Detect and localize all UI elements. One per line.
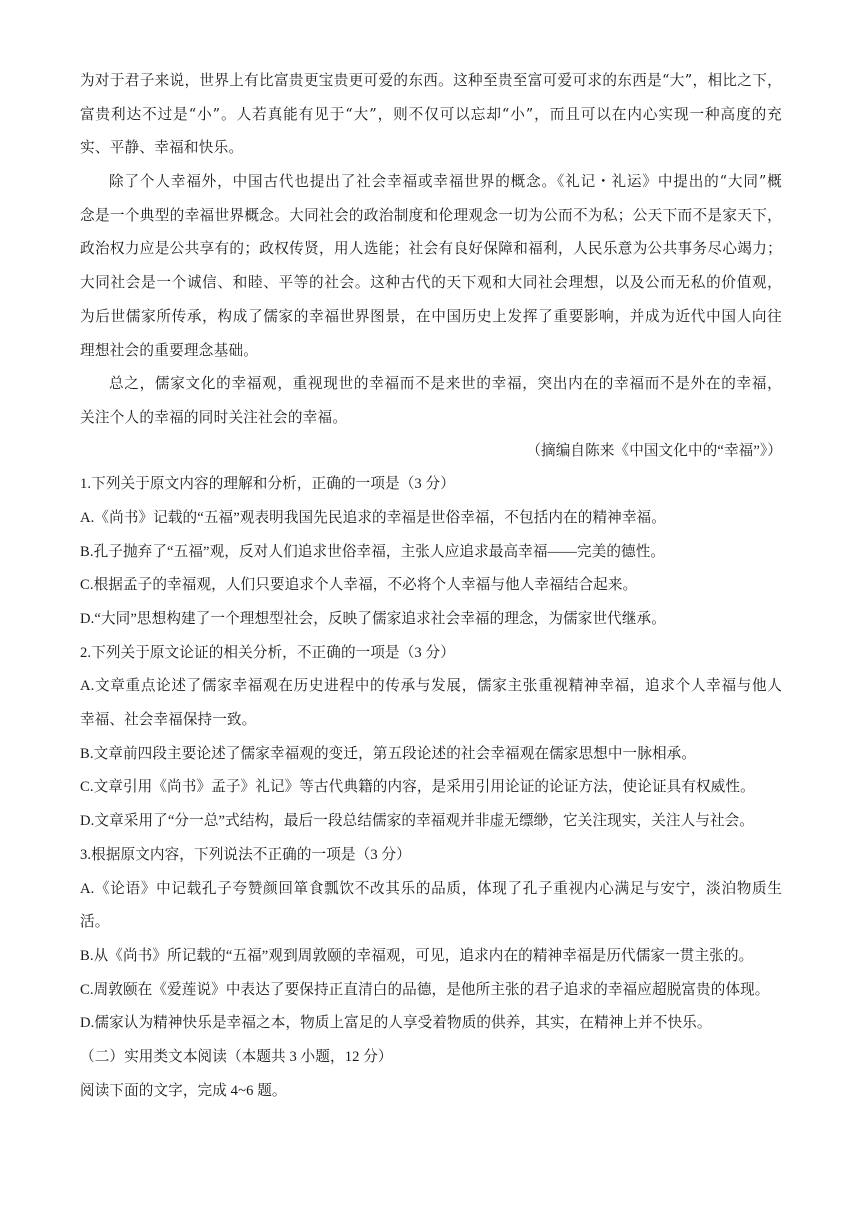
option-d: D.“大同”思想构建了一个理想型社会，反映了儒家追求社会幸福的理念，为儒家世代继承。 bbox=[80, 611, 666, 627]
document-page bbox=[80, 64, 782, 1108]
option-b: B.孔子抛弃了“五福”观，反对人们追求世俗幸福，主张人应追求最高幸福——完美的德性。 bbox=[80, 543, 666, 560]
section-instruction: 阅读下面的文字，完成 4~6 题。 bbox=[80, 1082, 287, 1099]
option-b: B.从《尚书》所记载的“五福”观到周敦颐的幸福观，可见，追求内在的精神幸福是历代儒家一贯主张的。 bbox=[80, 947, 754, 964]
text-line: 为后世儒家所传承，构成了儒家的幸福世界图景，在中国历史上发挥了重要影响，并成为近代中国人向往 bbox=[80, 307, 782, 325]
option-a-continued: 幸福、社会幸福保持一致。 bbox=[80, 712, 257, 729]
option-d: D.文章采用了“分一总”式结构，最后一段总结儒家的幸福观并非虚无缥缈，它关注现实，关注人与社会。 bbox=[80, 813, 755, 830]
text-line: 理想社会的重要理念基础。 bbox=[80, 341, 259, 359]
text-line: 政治权力应是公共享有的；政权传贤，用人选能；社会有良好保障和福利，人民乐意为公共事务尽心竭力； bbox=[80, 240, 782, 258]
option-a: A.《尚书》记载的“五福”观表明我国先民追求的幸福是世俗幸福，不包括内在的精神幸福。 bbox=[80, 509, 666, 526]
text-line: 大同社会是一个诚信、和睦、平等的社会。这种古代的天下观和大同社会理想，以及公而无私的价值观， bbox=[80, 274, 782, 292]
question-2 bbox=[80, 637, 782, 839]
text-line: 为对于君子来说，世界上有比富贵更宝贵更可爱的东西。这种至贵至富可爱可求的东西是“大”，相比之下， bbox=[80, 72, 782, 89]
question-1 bbox=[80, 468, 782, 636]
option-a: A.文章重点论述了儒家幸福观在历史进程中的传承与发展，儒家主张重视精神幸福，追求个人幸福与他人 bbox=[80, 678, 782, 695]
option-b: B.文章前四段主要论述了儒家幸福观的变迁，第五段论述的社会幸福观在儒家思想中一脉相承。 bbox=[80, 745, 697, 762]
option-a-continued: 活。 bbox=[80, 914, 110, 931]
section-heading: （二）实用类文本阅读（本题共 3 小题，12 分） bbox=[80, 1048, 393, 1065]
option-a: A.《论语》中记载孔子夸赞颜回箪食瓢饮不改其乐的品质，体现了孔子重视内心满足与安宁，淡泊物质生 bbox=[80, 880, 782, 897]
option-d: D.儒家认为精神快乐是幸福之本，物质上富足的人享受着物质的供养，其实，在精神上并不快乐。 bbox=[80, 1015, 712, 1032]
text-line: 除了个人幸福外，中国古代也提出了社会幸福或幸福世界的概念。《礼记・礼运》中提出的“大同”概 bbox=[109, 173, 782, 191]
text-line: 实、平静、幸福和快乐。 bbox=[80, 139, 244, 157]
passage-paragraph-3 bbox=[80, 367, 782, 434]
text-line: 富贵利达不过是“小”。人若真能有见于“大”，则不仅可以忘却“小”，而且可以在内心实现一种高度的充 bbox=[80, 105, 782, 123]
option-c: C.根据孟子的幸福观，人们只要追求个人幸福，不必将个人幸福与他人幸福结合起来。 bbox=[80, 577, 638, 594]
question-stem: 1.下列关于原文内容的理解和分析，正确的一项是（3 分） bbox=[80, 476, 455, 493]
question-3 bbox=[80, 839, 782, 1041]
section-2 bbox=[80, 1041, 782, 1108]
question-stem: 3.根据原文内容，下列说法不正确的一项是（3 分） bbox=[80, 846, 411, 863]
option-c: C.文章引用《尚书》孟子》礼记》等古代典籍的内容，是采用引用论证的论证方法，使论证具有权威性。 bbox=[80, 779, 755, 796]
text-line: 念是一个典型的幸福世界概念。大同社会的政治制度和伦理观念一切为公而不为私；公天下而不是家天下， bbox=[80, 206, 782, 224]
text-line: 关注个人的幸福的同时关注社会的幸福。 bbox=[80, 408, 348, 426]
passage-paragraph-2 bbox=[80, 165, 782, 367]
question-stem: 2.下列关于原文论证的相关分析，不正确的一项是（3 分） bbox=[80, 644, 455, 661]
passage-source: （摘编自陈来《中国文化中的“幸福”》） bbox=[526, 442, 782, 459]
passage-paragraph-1 bbox=[80, 64, 782, 165]
option-c: C.周敦颐在《爱莲说》中表达了要保持正直清白的品德，是他所主张的君子追求的幸福应超脱富贵的体现。 bbox=[80, 981, 770, 998]
text-line: 总之，儒家文化的幸福观，重视现世的幸福而不是来世的幸福，突出内在的幸福而不是外在的幸福， bbox=[109, 375, 782, 393]
